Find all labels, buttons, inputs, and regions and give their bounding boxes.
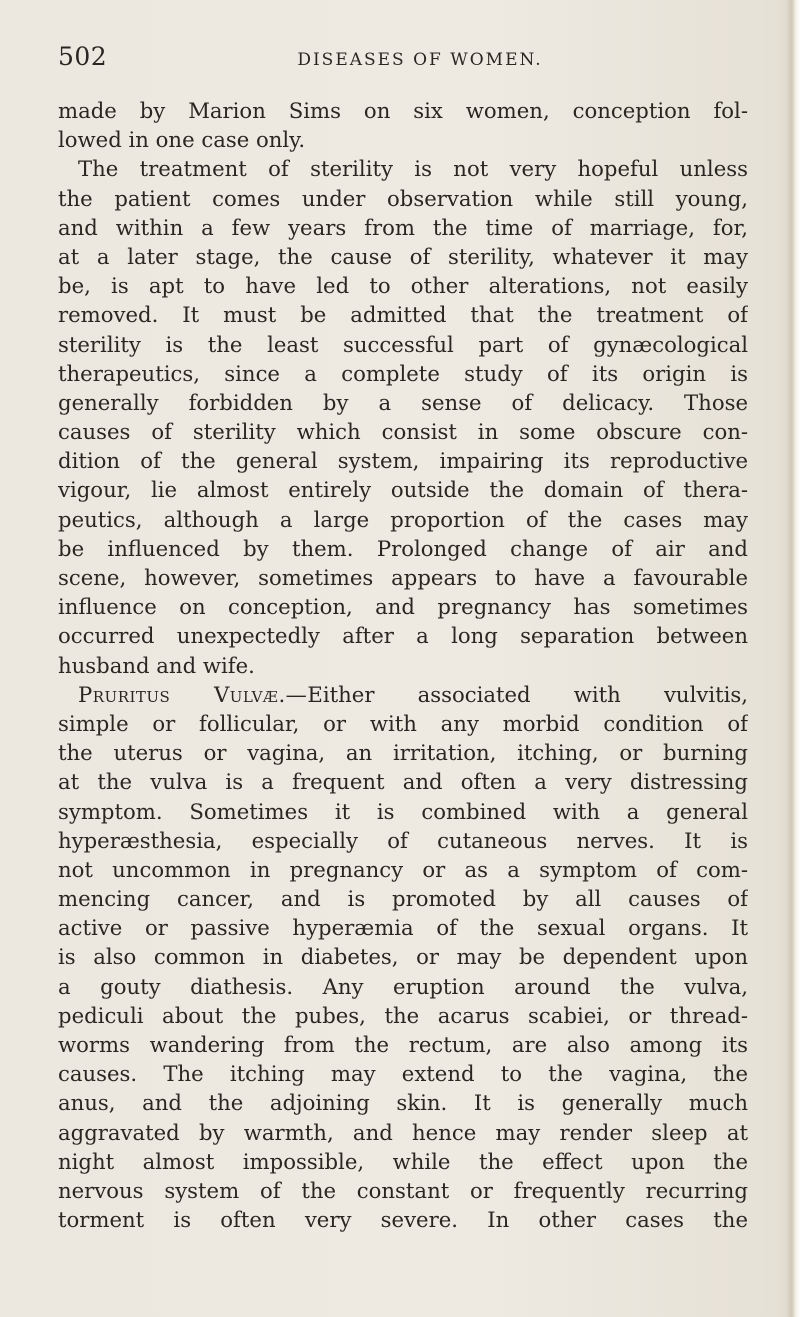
body-text: [58, 96, 748, 1234]
text-line: nervous system of the constant or frequently recurring: [58, 1177, 748, 1203]
text-line: symptom. Sometimes it is combined with a general: [58, 798, 748, 824]
text-line: occurred unexpectedly after a long separation between: [58, 623, 748, 649]
text-line: made by Marion Sims on six women, conception fol-: [58, 98, 748, 123]
text-line: and within a few years from the time of marriage, for,: [58, 214, 748, 240]
page-header: [58, 42, 748, 76]
text-line: The treatment of sterility is not very hopeful unless: [78, 156, 748, 182]
text-line: hyperæsthesia, especially of cutaneous nerves. It is: [58, 827, 748, 853]
text-line: aggravated by warmth, and hence may render sleep at: [58, 1119, 748, 1145]
text-line: night almost impossible, while the effect upon the: [58, 1148, 748, 1174]
text-line: causes of sterility which consist in some obscure con-: [58, 419, 748, 445]
text-line: pediculi about the pubes, the acarus scabiei, or thread-: [58, 1002, 748, 1028]
text-line: at a later stage, the cause of sterility, whatever it may: [58, 243, 748, 269]
text-line: scene, however, sometimes appears to have a favourable: [58, 565, 748, 590]
text-line: removed. It must be admitted that the treatment of: [58, 302, 748, 328]
text-line: worms wandering from the rectum, are also among its: [58, 1032, 748, 1057]
text-line: anus, and the adjoining skin. It is generally much: [58, 1090, 748, 1116]
text-line: influence on conception, and pregnancy has sometimes: [58, 594, 748, 620]
text-line: dition of the general system, impairing its reproductive: [58, 448, 748, 474]
text-line: simple or follicular, or with any morbid condition of: [58, 710, 748, 736]
text-line: active or passive hyperæmia of the sexual organs. It: [58, 915, 748, 941]
text-line: be influenced by them. Prolonged change of air and: [58, 535, 748, 561]
text-line: is also common in diabetes, or may be dependent upon: [58, 944, 748, 970]
text-line: husband and wife.: [58, 652, 255, 678]
text-line: vigour, lie almost entirely outside the domain of thera-: [58, 477, 748, 503]
running-head: DISEASES OF WOMEN.: [297, 50, 543, 70]
text-line: lowed in one case only.: [58, 127, 306, 153]
text-line: sterility is the least successful part of gynæcological: [58, 331, 748, 357]
text-line: a gouty diathesis. Any eruption around the vulva,: [58, 973, 748, 999]
page-number: 502: [58, 42, 108, 71]
text-line: not uncommon in pregnancy or as a symptom of com-: [58, 856, 748, 882]
text-line: at the vulva is a frequent and often a very distressing: [58, 769, 748, 795]
text-line: mencing cancer, and is promoted by all causes of: [58, 886, 748, 912]
text-line: be, is apt to have led to other alterations, not easily: [58, 273, 748, 299]
section-heading: Pruritus Vulvæ.—: [78, 681, 308, 707]
text-line: generally forbidden by a sense of delicacy. Those: [58, 389, 748, 415]
text-line: peutics, although a large proportion of the cases may: [58, 506, 748, 532]
text-line: Either associated with vulvitis,: [307, 681, 748, 707]
text-line: therapeutics, since a complete study of its origin is: [58, 360, 748, 386]
text-line: torment is often very severe. In other cases the: [58, 1207, 748, 1233]
text-line: the patient comes under observation while still young,: [58, 185, 748, 211]
section-heading-line: [58, 680, 748, 709]
text-line: the uterus or vagina, an irritation, itching, or burning: [58, 740, 748, 766]
text-line: causes. The itching may extend to the vagina, the: [58, 1061, 748, 1087]
page-edge: [786, 0, 800, 1317]
